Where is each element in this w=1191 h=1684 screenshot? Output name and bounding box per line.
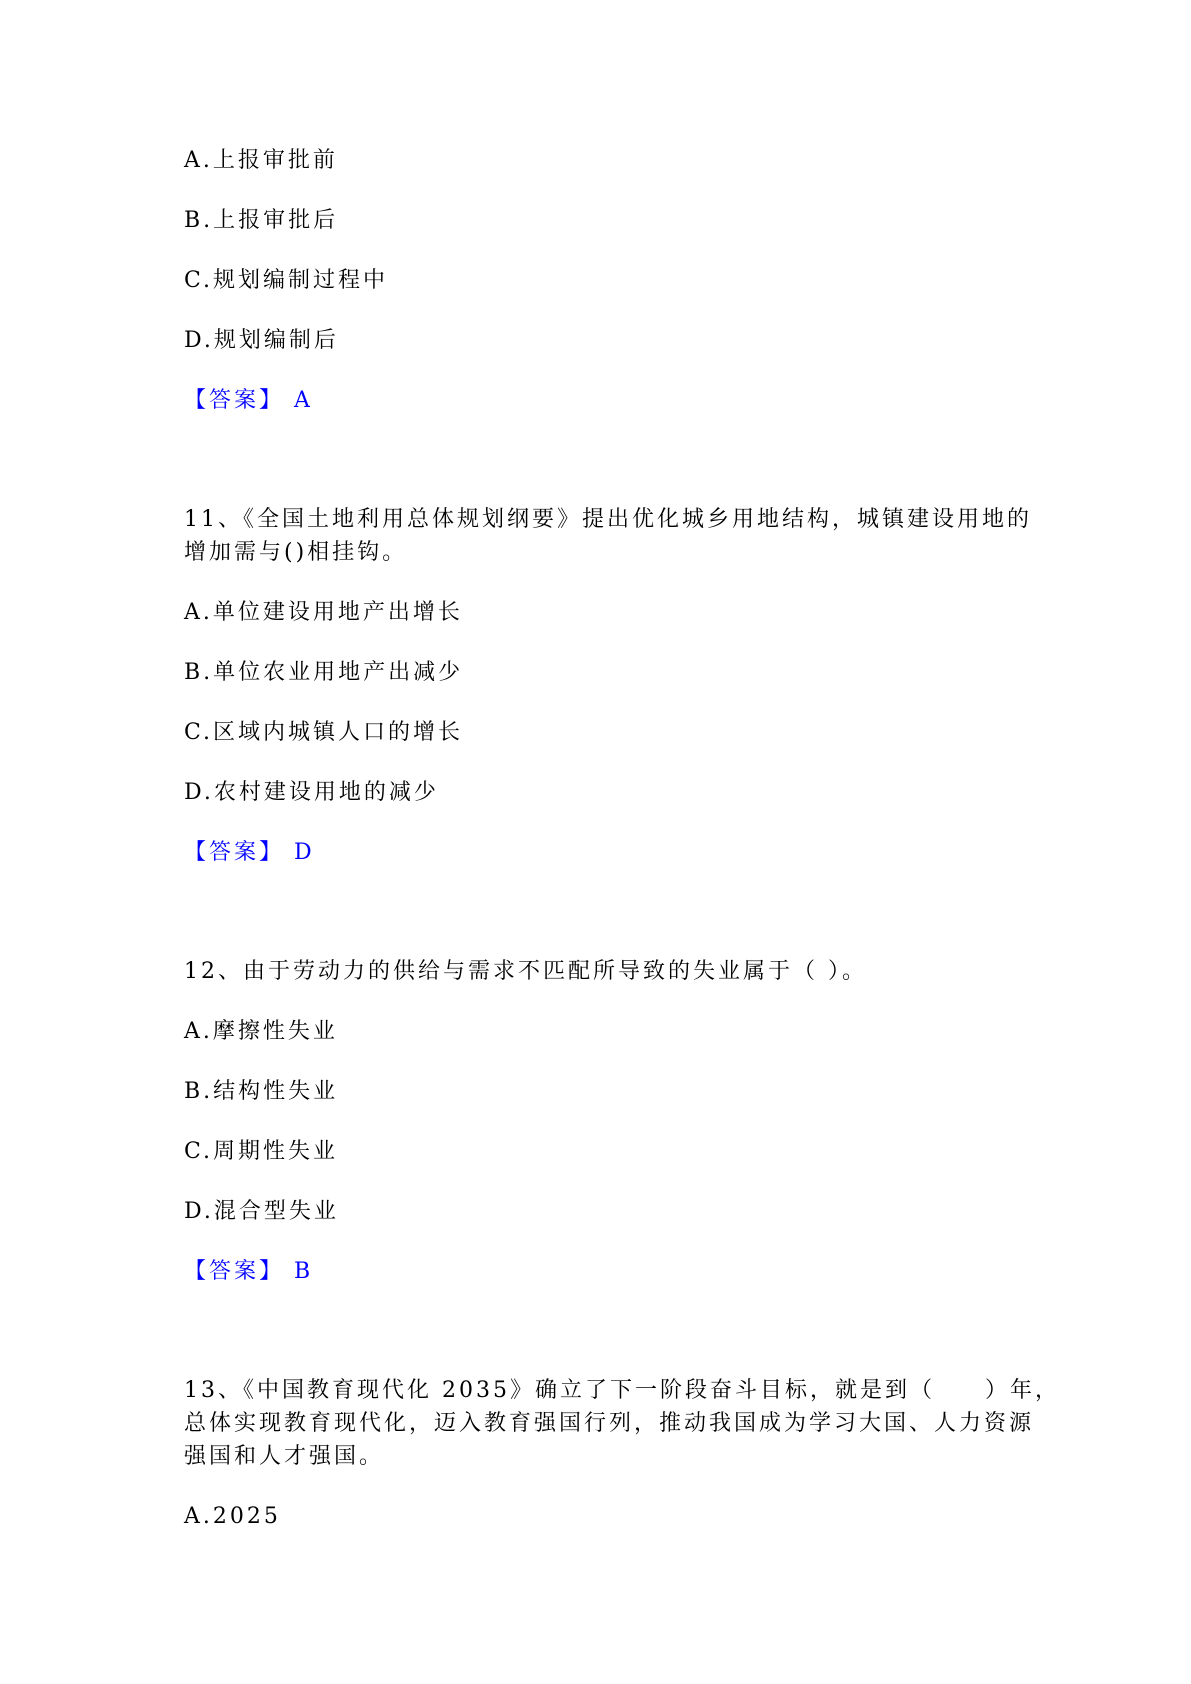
answer-label: 答案 bbox=[209, 840, 260, 865]
answer-line bbox=[184, 1256, 313, 1288]
answer-close-bracket: 】 bbox=[259, 388, 285, 413]
answer-open-bracket: 【 bbox=[184, 388, 210, 413]
option-c: C.周期性失业 bbox=[184, 1139, 339, 1164]
answer-value: B bbox=[294, 1259, 314, 1284]
option-d: D.混合型失业 bbox=[184, 1199, 339, 1224]
answer-value: D bbox=[294, 840, 315, 865]
question-11-line-1: 11、《全国土地利用总体规划纲要》提出优化城乡用地结构，城镇建设用地的 bbox=[184, 507, 1032, 532]
answer-line bbox=[184, 385, 313, 417]
option-b: B.上报审批后 bbox=[184, 208, 339, 233]
question-13-line-3: 强国和人才强国。 bbox=[184, 1444, 385, 1469]
option-d: D.农村建设用地的减少 bbox=[184, 780, 439, 805]
answer-open-bracket: 【 bbox=[184, 1259, 210, 1284]
option-a: A.上报审批前 bbox=[184, 148, 338, 173]
answer-label: 答案 bbox=[209, 1259, 260, 1284]
question-11-line-2: 增加需与()相挂钩。 bbox=[184, 540, 408, 565]
answer-line bbox=[184, 837, 315, 869]
option-d: D.规划编制后 bbox=[184, 328, 339, 353]
answer-close-bracket: 】 bbox=[259, 1259, 285, 1284]
answer-label: 答案 bbox=[209, 388, 260, 413]
option-a: A.单位建设用地产出增长 bbox=[184, 600, 463, 625]
option-b: B.单位农业用地产出减少 bbox=[184, 660, 464, 685]
question-13-line-1: 13、《中国教育现代化 2035》确立了下一阶段奋斗目标，就是到（ ）年， bbox=[184, 1378, 1060, 1403]
option-a: A.摩擦性失业 bbox=[184, 1019, 338, 1044]
option-c: C.规划编制过程中 bbox=[184, 268, 389, 293]
answer-value: A bbox=[294, 388, 313, 413]
option-c: C.区域内城镇人口的增长 bbox=[184, 720, 464, 745]
answer-open-bracket: 【 bbox=[184, 840, 210, 865]
question-13-line-2: 总体实现教育现代化，迈入教育强国行列，推动我国成为学习大国、人力资源 bbox=[184, 1411, 1035, 1436]
option-a: A.2025 bbox=[184, 1504, 281, 1529]
option-b: B.结构性失业 bbox=[184, 1079, 339, 1104]
question-12-line-1: 12、由于劳动力的供给与需求不匹配所导致的失业属于（ ）。 bbox=[184, 959, 867, 984]
answer-close-bracket: 】 bbox=[259, 840, 285, 865]
